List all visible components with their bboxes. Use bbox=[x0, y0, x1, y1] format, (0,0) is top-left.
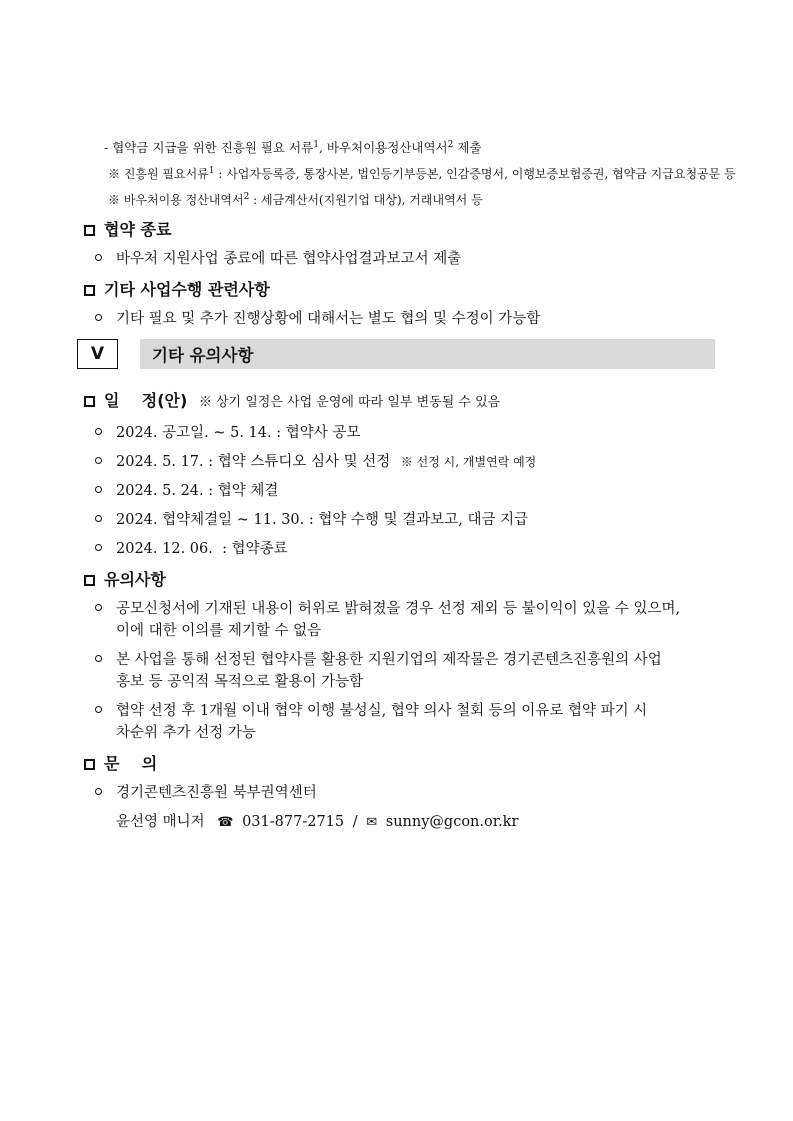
section-title: 기타 유의사항 bbox=[140, 339, 715, 369]
circle-bullet-icon bbox=[95, 457, 102, 464]
payment-note-1: ※ 진흥원 필요서류$^1$ : 사업자등록증, 통장사본, 법인등기부등본, 인감증명서, 이행보증보험증권, 협약금 지급요청공문 등 bbox=[108, 166, 736, 181]
circle-bullet-icon bbox=[95, 314, 102, 321]
circle-bullet-icon bbox=[95, 515, 102, 522]
circle-bullet-icon bbox=[95, 655, 102, 662]
schedule-item: 2024. 12. 06. : 협약종료 bbox=[95, 537, 288, 558]
schedule-item: 2024. 5. 17. : 협약 스튜디오 심사 및 선정 ※ 선정 시, 개별연락 예정 bbox=[95, 450, 536, 471]
circle-bullet-icon bbox=[95, 254, 102, 261]
checkbox-square-icon bbox=[84, 225, 95, 236]
contact-heading: 문 의 bbox=[84, 751, 157, 774]
contact-email[interactable]: sunny@gcon.or.kr bbox=[385, 814, 519, 830]
circle-bullet-icon bbox=[95, 544, 102, 551]
termination-heading: 협약 종료 bbox=[84, 217, 171, 240]
other-ops-item: 기타 필요 및 추가 진행상황에 대해서는 별도 협의 및 수정이 가능함 bbox=[95, 307, 540, 328]
contact-separator: / bbox=[352, 814, 358, 830]
section-number: Ⅴ bbox=[77, 339, 118, 369]
telephone-icon: ☎ bbox=[217, 815, 234, 830]
caution-item-cont: 홍보 등 공익적 목적으로 활용이 가능함 bbox=[116, 674, 364, 690]
caution-item-cont: 차순위 추가 선정 가능 bbox=[116, 725, 256, 741]
circle-bullet-icon bbox=[95, 706, 102, 713]
caution-item: 공모신청서에 기재된 내용이 허위로 밝혀졌을 경우 선정 제외 등 불이익이 있을 수 있으며, bbox=[95, 597, 680, 618]
contact-line bbox=[116, 810, 518, 831]
schedule-item: 2024. 공고일. ~ 5. 14. : 협약사 공모 bbox=[95, 421, 360, 442]
schedule-item-note: ※ 선정 시, 개별연락 예정 bbox=[400, 455, 537, 469]
contact-phone: 031-877-2715 bbox=[242, 814, 345, 830]
circle-bullet-icon bbox=[95, 428, 102, 435]
caution-item: 협약 선정 후 1개월 이내 협약 이행 불성실, 협약 의사 철회 등의 이유로 협약 파기 시 bbox=[95, 699, 647, 720]
other-ops-heading: 기타 사업수행 관련사항 bbox=[84, 277, 270, 300]
envelope-icon: ✉ bbox=[366, 815, 378, 830]
cautions-heading: 유의사항 bbox=[84, 567, 166, 590]
checkbox-square-icon bbox=[84, 575, 95, 586]
payment-dash-line: - 협약금 지급을 위한 진흥원 필요 서류$^1$, 바우처이용정산내역서$^2$ 제출 bbox=[104, 140, 482, 155]
contact-person: 윤선영 매니저 bbox=[116, 814, 205, 830]
contact-org: 경기콘텐츠진흥원 북부권역센터 bbox=[95, 781, 317, 802]
payment-note-2: ※ 바우처이용 정산내역서$^2$ : 세금계산서(지원기업 대상), 거래내역서 등 bbox=[108, 192, 483, 207]
caution-item: 본 사업을 통해 선정된 협약사를 활용한 지원기업의 제작물은 경기콘텐츠진흥원의 사업 bbox=[95, 648, 662, 669]
circle-bullet-icon bbox=[95, 604, 102, 611]
termination-item: 바우처 지원사업 종료에 따른 협약사업결과보고서 제출 bbox=[95, 247, 461, 268]
schedule-note: ※ 상기 일정은 사업 운영에 따라 일부 변동될 수 있음 bbox=[198, 395, 501, 410]
schedule-item: 2024. 5. 24. : 협약 체결 bbox=[95, 479, 278, 500]
schedule-heading: 일 정(안) ※ 상기 일정은 사업 운영에 따라 일부 변동될 수 있음 bbox=[84, 388, 500, 411]
caution-item-cont: 이에 대한 이의를 제기할 수 없음 bbox=[116, 623, 322, 639]
schedule-item: 2024. 협약체결일 ~ 11. 30. : 협약 수행 및 결과보고, 대금 지급 bbox=[95, 508, 528, 529]
circle-bullet-icon bbox=[95, 788, 102, 795]
checkbox-square-icon bbox=[84, 396, 95, 407]
checkbox-square-icon bbox=[84, 285, 95, 296]
checkbox-square-icon bbox=[84, 759, 95, 770]
circle-bullet-icon bbox=[95, 486, 102, 493]
